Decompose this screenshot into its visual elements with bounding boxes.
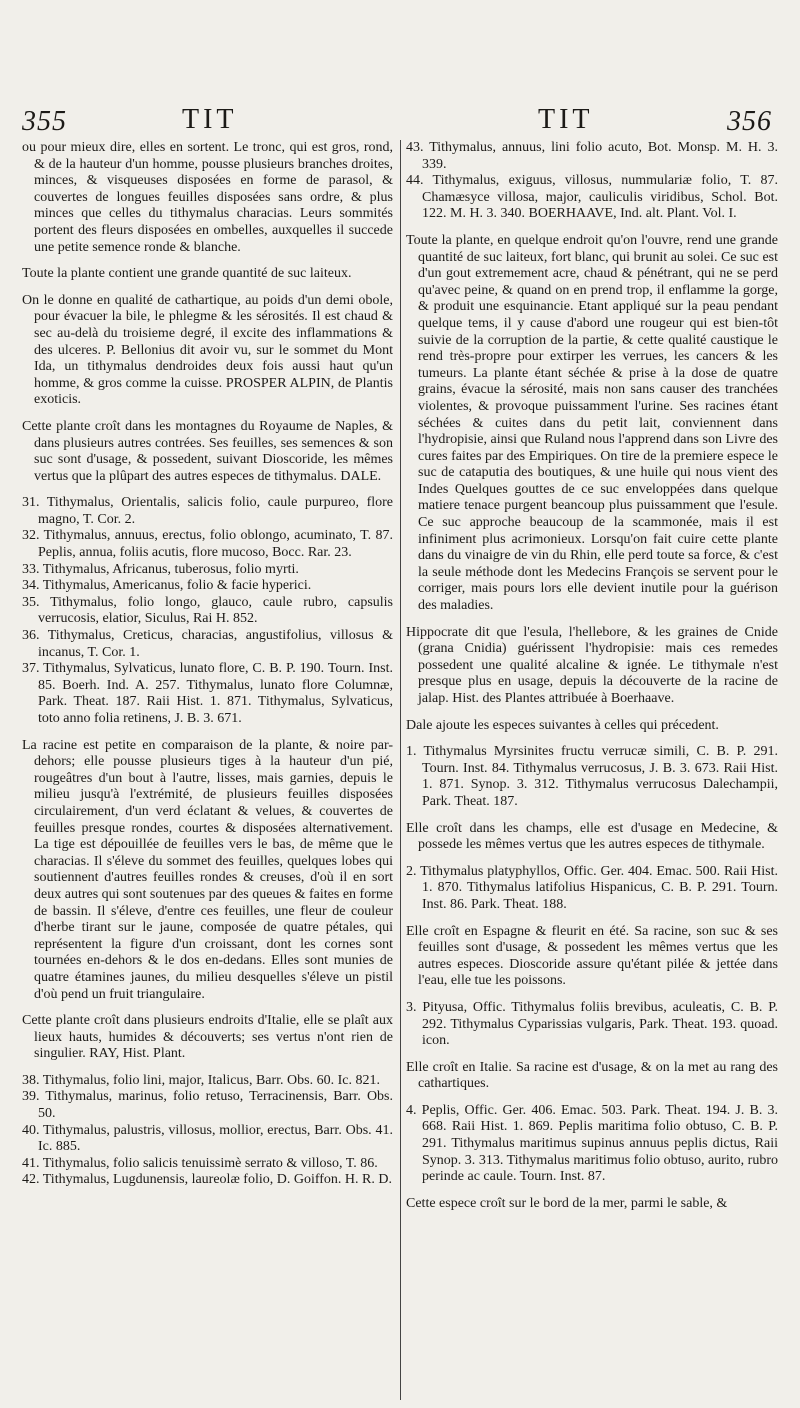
species-entry: 38. Tithymalus, folio lini, major, Italicus, Barr. Obs. 60. Ic. 821. bbox=[22, 1072, 380, 1088]
species-entry: 43. Tithymalus, annuus, lini folio acuto, Bot. Monsp. M. H. 3. 339. bbox=[406, 140, 778, 172]
paragraph: On le donne en qualité de cathartique, au poids d'un demi obole, pour évacuer la bile, le phlegme & les sérosités. Il est chaud & sec au-delà du troisieme degré, il excite des inflammations & des ulceres. P. Bellonius dit avoir vu, sur le sommet du Mont Ida, un tithymalus dendroides deux fois aussi haut qu'un homme, & gros comme la cuisse. PROSPER ALPIN, de Plantis exoticis. bbox=[22, 292, 393, 408]
paragraph: Elle croît en Espagne & fleurit en été. Sa racine, son suc & ses feuilles sont d'usage, & possedent les mêmes vertus que les autres especes. Dioscoride assure qu'étant pilée & jettée dans l'eau, elle tue les poissons. bbox=[406, 923, 778, 989]
paragraph: Hippocrate dit que l'esula, l'hellebore, & les graines de Cnide (grana Cnidia) guérissent l'hydropisie: mais ces remedes possedent une qualité alcaline & ignée. Le tithymale n'est presque plus en usage, depuis la découverte de la racine de jalap. Hist. des Plantes attribuée à Boerhaave. bbox=[406, 624, 778, 706]
species-entry: 39. Tithymalus, marinus, folio retuso, Terracinensis, Barr. Obs. 50. bbox=[22, 1089, 393, 1122]
species-entry: 33. Tithymalus, Africanus, tuberosus, folio myrti. bbox=[22, 561, 299, 577]
header-word-left: TIT bbox=[182, 104, 238, 135]
species-entry: 1. Tithymalus Myrsinites fructu verrucæ simili, C. B. P. 291. Tourn. Inst. 84. Tithymalus verrucosus, J. B. 3. 673. Raii Hist. 1. 871. Synop. 3. 312. Tithymalus verrucosus Dalechampii, Park. Theat. 187. bbox=[406, 744, 778, 809]
species-entry: 44. Tithymalus, exiguus, villosus, nummulariæ folio, T. 87. Chamæsyce villosa, major, cauliculis viridibus, Schol. Bot. 122. M. H. 3. 340. BOERHAAVE, Ind. alt. Plant. Vol. I. bbox=[406, 173, 778, 222]
paragraph: La racine est petite en comparaison de la plante, & noire par-dehors; elle pousse plusieurs tiges à la hauteur d'un pié, rougeâtres d'un bout à l'autre, lisses, mais garnies, depuis le milieu jusqu'à l'extrémité, de plusieurs feuilles disposées circulairement, d'un verd éclatant & velues, & couvertes de feuilles presque rondes, courtes & disposées alternativement. La tige est dépouillée de feuilles vers le bas, de même que le characias. Il s'éleve du sommet des feuilles, quelques lobes qui soutiennent d'autres feuilles rondes & creuses, d'où il en sort deux autres qui sont soutenues par des queues & faites en forme de bassin. Il s'éleve, d'entre ces feuilles, une fleur de couleur d'herbe tirant sur le jaune, composée de quatre pétales, qui représentent la figure d'un croissant, dont les cornes sont tournées en-dehors & le dos en-dedans. Elles sont munies de quatre étamines jaunes, du milieu desquelles s'éleve un pistil d'où pend un fruit triangulaire. bbox=[22, 737, 393, 1002]
species-entry: 31. Tithymalus, Orientalis, salicis folio, caule purpureo, flore magno, T. Cor. 2. bbox=[22, 495, 393, 527]
paragraph: Cette plante croît dans plusieurs endroits d'Italie, elle se plaît aux lieux hauts, humides & découverts; ses vertus n'ont rien de singulier. RAY, Hist. Plant. bbox=[22, 1013, 393, 1062]
species-entry: 42. Tithymalus, Lugdunensis, laureolæ folio, D. Goiffon. H. R. D. bbox=[22, 1172, 392, 1188]
right-column bbox=[406, 140, 778, 1402]
species-entry: 34. Tithymalus, Americanus, folio & facie hyperici. bbox=[22, 578, 312, 594]
species-entry: 4. Peplis, Offic. Ger. 406. Emac. 503. Park. Theat. 194. J. B. 3. 668. Raii Hist. 1. 869. Peplis maritima folio obtuso, C. B. P. 291. Tithymalus maritimus supinus annuus peplis dictus, Raii Synop. 3. 313. Tithymalus maritimus folio obtuso, aurito, rubro perinde ac caule. Tourn. Inst. 87. bbox=[406, 1102, 778, 1185]
paragraph: Elle croît dans les champs, elle est d'usage en Medecine, & possede les mêmes vertus que les autres especes de tithymale. bbox=[406, 820, 778, 853]
paragraph: Toute la plante contient une grande quantité de suc laiteux. bbox=[22, 266, 352, 282]
species-entry: 41. Tithymalus, folio salicis tenuissimè serrato & villoso, T. 86. bbox=[22, 1155, 378, 1171]
species-entry: 2. Tithymalus platyphyllos, Offic. Ger. 404. Emac. 500. Raii Hist. 1. 870. Tithymalus latifolius Hispanicus, C. B. P. 291. Tourn. Inst. 86. Park. Theat. 188. bbox=[406, 863, 778, 912]
paragraph: Cette plante croît dans les montagnes du Royaume de Naples, & dans plusieurs autres contrées. Ses feuilles, ses semences & son suc sont d'usage, & possedent, suivant Dioscoride, les mêmes vertus que la plûpart des autres especes de tithymalus. DALE. bbox=[22, 418, 393, 484]
paragraph: Cette espece croît sur le bord de la mer, parmi le sable, & bbox=[406, 1195, 728, 1211]
species-entry: 35. Tithymalus, folio longo, glauco, caule rubro, capsulis verrucosis, elatior, Siculus, Rai H. 852. bbox=[22, 594, 393, 627]
page-number-right: 356 bbox=[727, 106, 772, 137]
paragraph: ou pour mieux dire, elles en sortent. Le tronc, qui est gros, rond, & de la hauteur d'un homme, pousse plusieurs branches droites, minces, & visqueuses disposées en forme de parasol, & couvertes de longues feuilles disposées sans ordre, & plus minces que celles du tithymalus characias. Leurs sommités portent des fleurs disposées en ombelles, auxquelles il succede une petite semence ronde & blanche. bbox=[22, 140, 393, 255]
running-header bbox=[0, 104, 800, 138]
column-divider bbox=[400, 140, 401, 1400]
left-column bbox=[22, 140, 393, 1402]
species-entry: 40. Tithymalus, palustris, villosus, mollior, erectus, Barr. Obs. 41. Ic. 885. bbox=[22, 1122, 393, 1155]
header-word-right: TIT bbox=[538, 104, 594, 135]
paragraph: Toute la plante, en quelque endroit qu'on l'ouvre, rend une grande quantité de suc laiteux, fort blanc, qui brunit au solei. Ce suc est d'un gout extremement acre, chaud & pénétrant, qui ne se perd qu'avec peine, & quand on en prend trop, il enflamme la gorge, & produit une esquinancie. Etant appliqué sur la peau pendant quelque tems, il y cause d'abord une rougeur qui est bien-tôt suivie de la corruption de la partie, & cette qualité caustique le rend très-propre pour extirper les verrues, les cancers & les tumeurs. La plante étant séchée & prise à la dose de quatre grains, évacue la sérosité, mais non sans causer des tranchées violentes, & provoque puissamment l'urine. Ses racines étant séchées & cuites dans du petit lait, conviennent dans l'hydropisie, ainsi que Ruland nous l'apprend dans son Livre des cures faites par des Empiriques. On tire de la premiere espece le suc de cataputia des boutiques, & une huile qui nous vient des Indes Quelques gouttes de ce suc enveloppées dans quelque matiere tenace purgent beancoup plus puissamment que l'esule. Ce suc approche beaucoup de la scammonée, mais il est infiniment plus acrimonieux. Lorsqu'on fait cuire cette plante dans du vinaigre de vin du Rhin, elle perd toute sa force, & c'est la seule méthode dont les Medecins François se servent pour le corriger, mais pours lors elle devient inutile pour la guérison des maladies. bbox=[406, 232, 778, 614]
species-entry: 32. Tithymalus, annuus, erectus, folio oblongo, acuminato, T. 87. Peplis, annua, foliis acutis, flore mucoso, Bocc. Rar. 23. bbox=[22, 528, 393, 561]
paragraph: Elle croît en Italie. Sa racine est d'usage, & on la met au rang des cathartiques. bbox=[406, 1059, 778, 1092]
species-entry: 37. Tithymalus, Sylvaticus, lunato flore, C. B. P. 190. Tourn. Inst. 85. Boerh. Ind. A. 257. Tithymalus, lunato flore Columnæ, Park. Theat. 187. Raii Hist. 1. 871. Tithymalus, Sylvaticus, toto anno folia retinens, J. B. 3. 671. bbox=[22, 661, 393, 726]
species-entry: 3. Pityusa, Offic. Tithymalus foliis brevibus, aculeatis, C. B. P. 292. Tithymalus Cyparissias vulgaris, Park. Theat. 193. quoad. icon. bbox=[406, 999, 778, 1049]
page-number-left: 355 bbox=[22, 106, 67, 137]
species-entry: 36. Tithymalus, Creticus, characias, angustifolius, villosus & incanus, T. Cor. 1. bbox=[22, 628, 393, 660]
paragraph: Dale ajoute les especes suivantes à celles qui précedent. bbox=[406, 717, 719, 733]
